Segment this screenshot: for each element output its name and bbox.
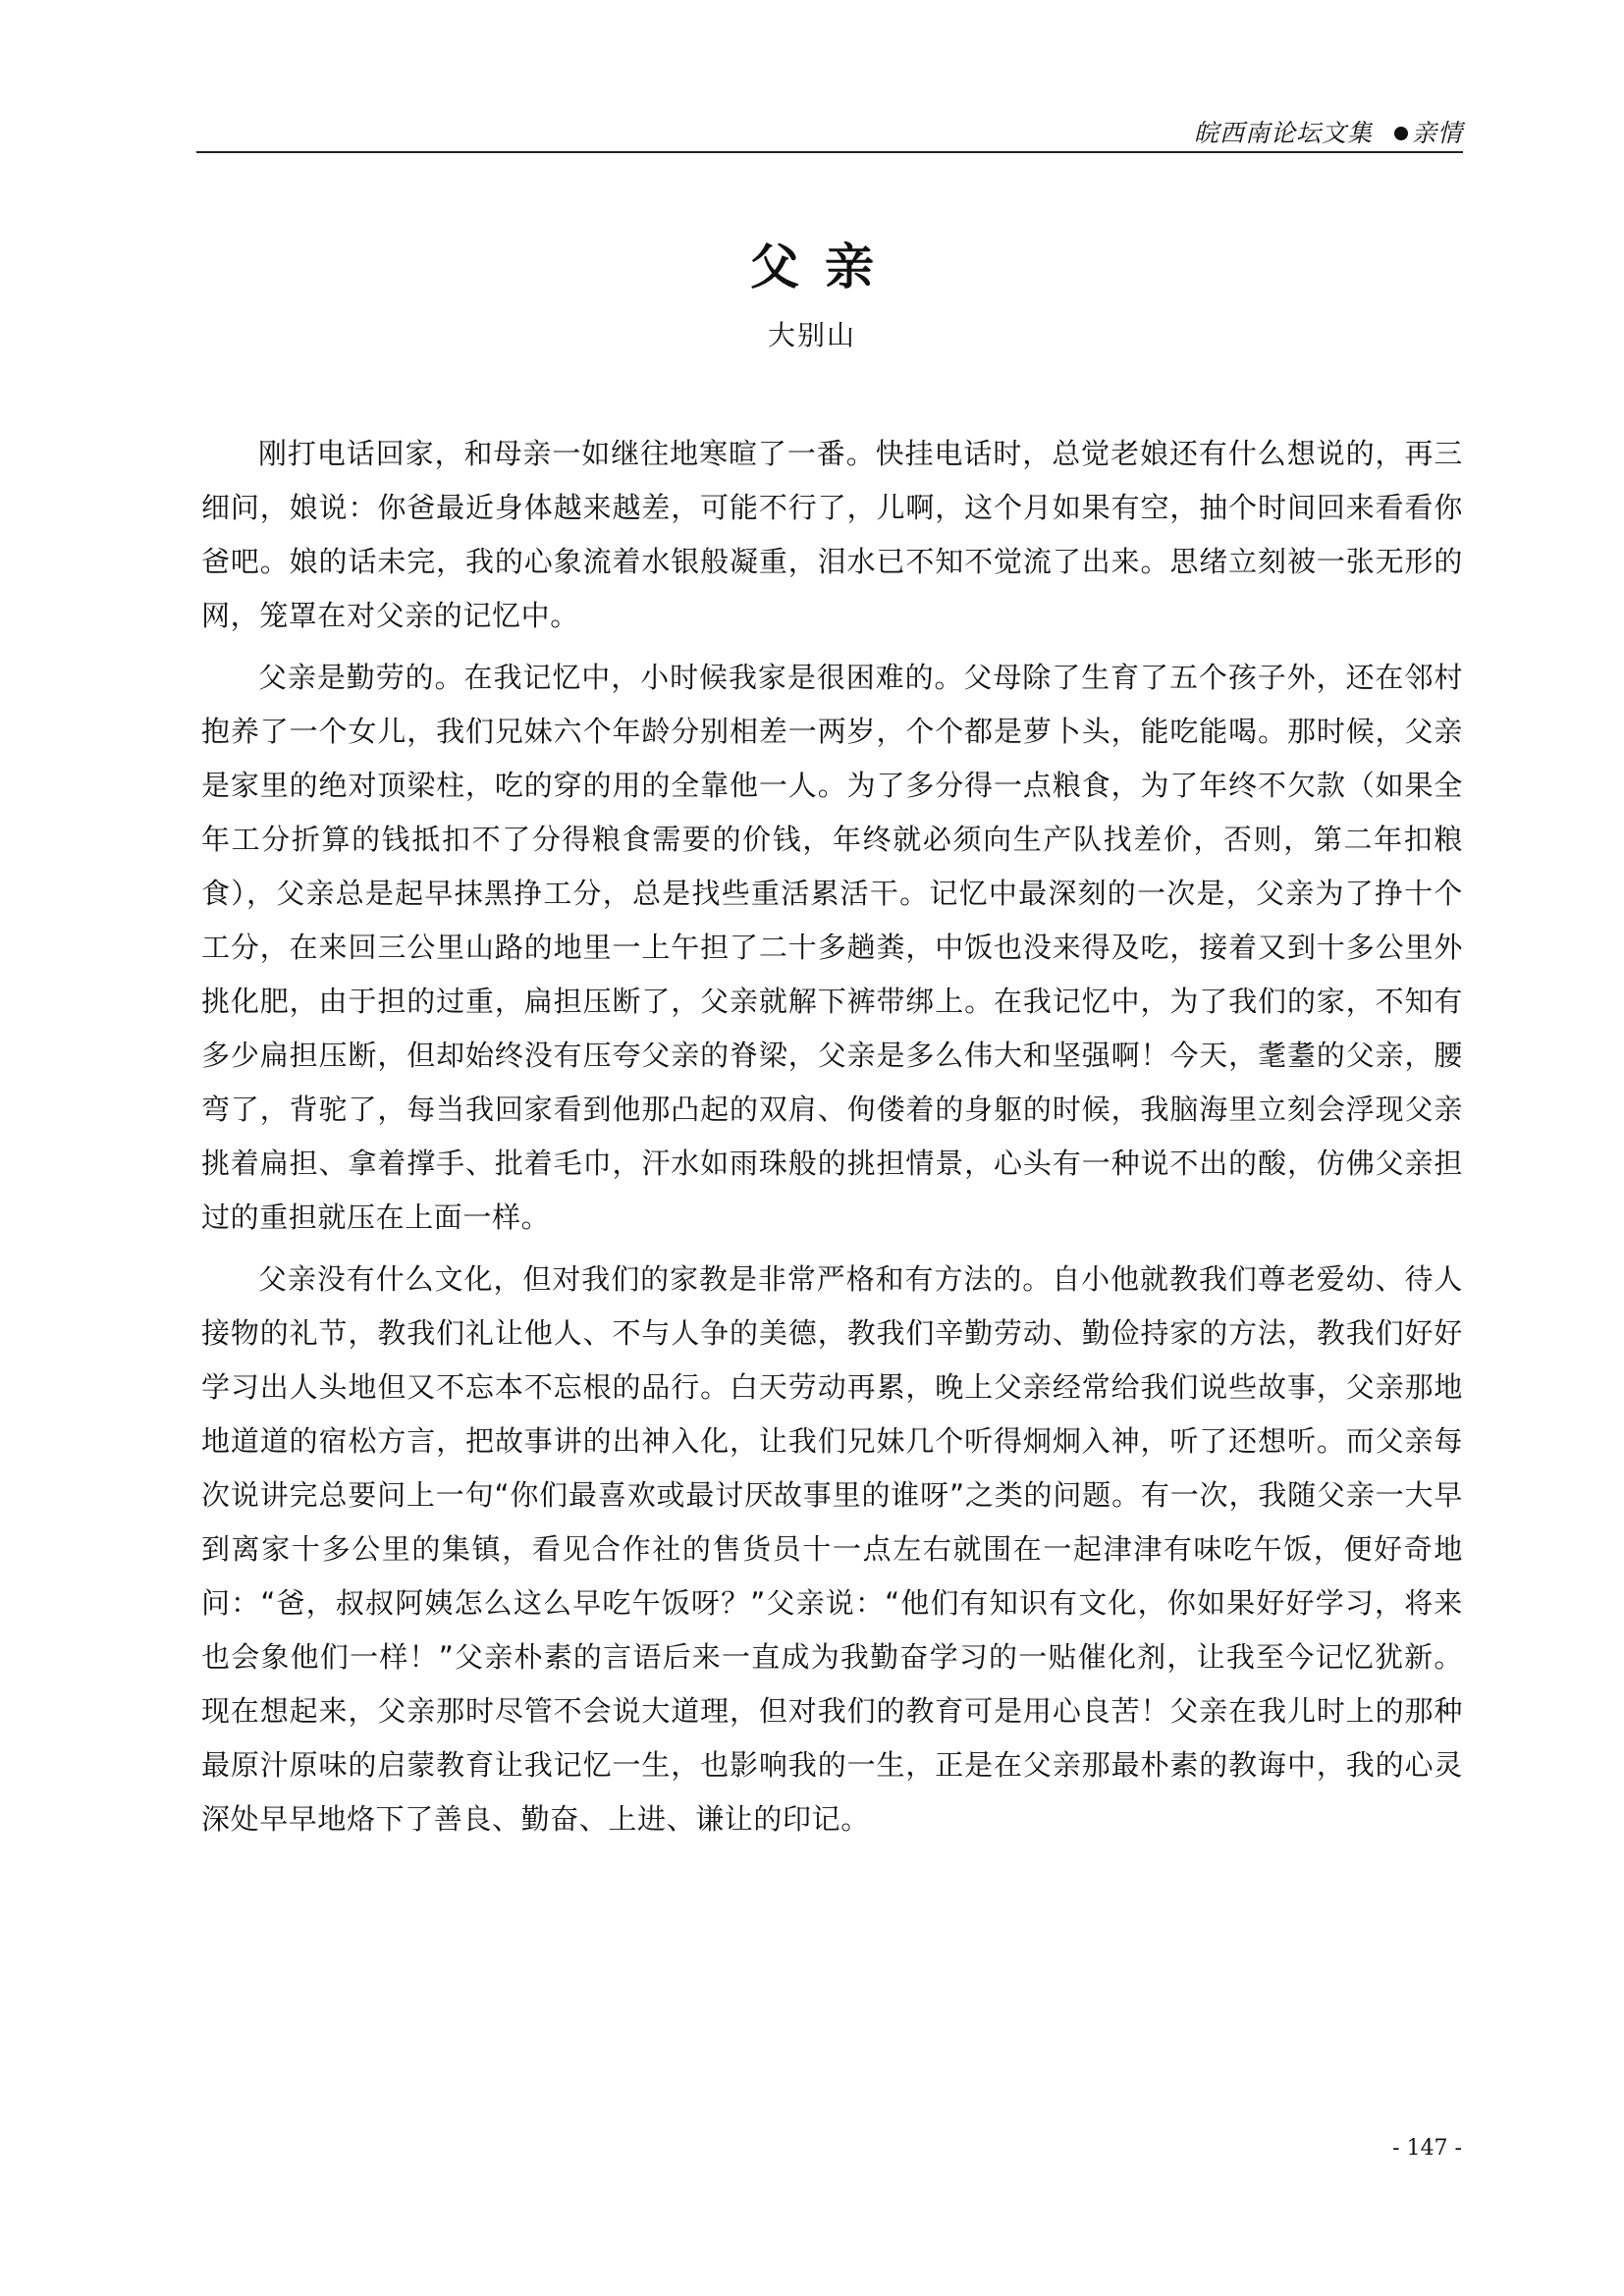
article-body	[201, 427, 1463, 1854]
paragraph-3: 父亲没有什么文化，但对我们的家教是非常严格和有方法的。自小他就教我们尊老爱幼、待人接物的礼节，教我们礼让他人、不与人争的美德，教我们辛勤劳动、勤俭持家的方法，教我们好好学习出人头地但又不忘本不忘根的品行。白天劳动再累，晚上父亲经常给我们说些故事，父亲那地地道道的宿松方言，把故事讲的出神入化，让我们兄妹几个听得炯炯入神，听了还想听。而父亲每次说讲完总要问上一句“你们最喜欢或最讨厌故事里的谁呀”之类的问题。有一次，我随父亲一大早到离家十多公里的集镇，看见合作社的售货员十一点左右就围在一起津津有味吃午饭，便好奇地问：“爸，叔叔阿姨怎么这么早吃午饭呀？”父亲说：“他们有知识有文化，你如果好好学习，将来也会象他们一样！”父亲朴素的言语后来一直成为我勤奋学习的一贴催化剂，让我至今记忆犹新。现在想起来，父亲那时尽管不会说大道理，但对我们的教育可是用心良苦！父亲在我儿时上的那种最原汁原味的启蒙教育让我记忆一生，也影响我的一生，正是在父亲那最朴素的教诲中，我的心灵深处早早地烙下了善良、勤奋、上进、谦让的印记。	[201, 1262, 1463, 1836]
header-text	[1194, 114, 1463, 149]
publication-name: 皖西南论坛文集	[1193, 119, 1373, 147]
running-header	[196, 110, 1463, 153]
article-author: 大别山	[767, 319, 856, 351]
page-number: - 147 -	[1392, 2136, 1462, 2161]
section-name: 亲情	[1411, 119, 1463, 147]
bullet-icon	[1394, 127, 1408, 140]
paragraph-2: 父亲是勤劳的。在我记忆中，小时候我家是很困难的。父母除了生育了五个孩子外，还在邻村抱养了一个女儿，我们兄妹六个年龄分别相差一两岁，个个都是萝卜头，能吃能喝。那时候，父亲是家里的绝对顶梁柱，吃的穿的用的全靠他一人。为了多分得一点粮食，为了年终不欠款（如果全年工分折算的钱抵扣不了分得粮食需要的价钱，年终就必须向生产队找差价，否则，第二年扣粮食），父亲总是起早抹黑挣工分，总是找些重活累活干。记忆中最深刻的一次是，父亲为了挣十个工分，在来回三公里山路的地里一上午担了二十多趟粪，中饭也没来得及吃，接着又到十多公里外挑化肥，由于担的过重，扁担压断了，父亲就解下裤带绑上。在我记忆中，为了我们的家，不知有多少扁担压断，但却始终没有压夸父亲的脊梁，父亲是多么伟大和坚强啊！今天，耄耋的父亲，腰弯了，背驼了，每当我回家看到他那凸起的双肩、佝偻着的身躯的时候，我脑海里立刻会浮现父亲挑着扁担、拿着撑手、批着毛巾，汗水如雨珠般的挑担情景，心头有一种说不出的酸，仿佛父亲担过的重担就压在上面一样。	[201, 661, 1463, 1234]
paragraph-1: 刚打电话回家，和母亲一如继往地寒暄了一番。快挂电话时，总觉老娘还有什么想说的，再三细问，娘说：你爸最近身体越来越差，可能不行了，儿啊，这个月如果有空，抽个时间回来看看你爸吧。娘的话未完，我的心象流着水银般凝重，泪水已不知不觉流了出来。思绪立刻被一张无形的网，笼罩在对父亲的记忆中。	[201, 437, 1463, 632]
article-title: 父亲	[750, 239, 899, 295]
